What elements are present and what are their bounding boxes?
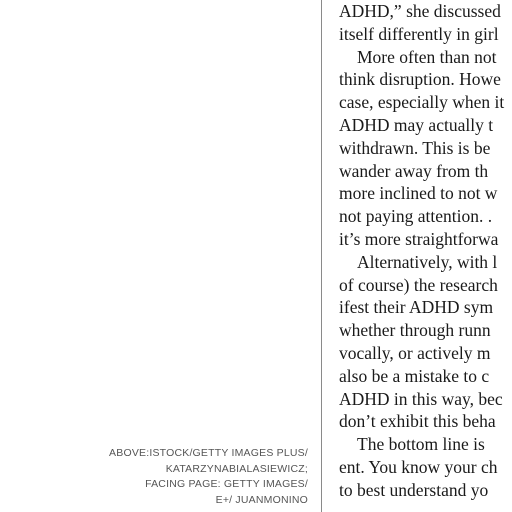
article-line: not paying attention. . <box>339 206 493 227</box>
article-line: also be a mistake to c <box>339 365 490 386</box>
article-line: of course) the research <box>339 274 498 295</box>
photo-credit-line: KATARZYNABIALASIEWICZ; <box>165 462 308 475</box>
article-line: itself differently in girl <box>339 23 499 44</box>
article-line: ADHD,” she discussed <box>339 1 501 21</box>
paragraph-start-line: The bottom line is <box>357 434 485 455</box>
article-line: ifest their ADHD sym <box>339 297 494 318</box>
article-line: don’t exhibit this beha <box>339 411 496 432</box>
article-line: more inclined to not w <box>339 183 498 204</box>
article-line: ADHD in this way, bec <box>339 388 503 409</box>
article-line: withdrawn. This is be <box>339 137 491 158</box>
article-line: to best understand yo <box>339 479 489 500</box>
article-line: vocally, or actively m <box>339 342 491 363</box>
photo-credit-line: E+/ JUANMONINO <box>215 493 308 506</box>
article-line: case, especially when it <box>339 92 505 113</box>
article-line: it’s more straightforwa <box>339 228 499 249</box>
column-divider <box>321 0 322 512</box>
article-line: ent. You know your ch <box>339 456 498 477</box>
paragraph-start-line: More often than not <box>357 46 497 67</box>
article-line: think disruption. Howe <box>339 69 501 90</box>
article-line: ADHD may actually t <box>339 114 494 135</box>
paragraph-start-line: Alternatively, with l <box>357 251 498 272</box>
photo-credit <box>60 446 308 508</box>
article-line: wander away from th <box>339 160 489 181</box>
photo-credit-line: ABOVE:ISTOCK/GETTY IMAGES PLUS/ <box>109 447 308 459</box>
article-body <box>339 0 512 502</box>
photo-credit-line: FACING PAGE: GETTY IMAGES/ <box>145 478 308 490</box>
article-line: whether through runn <box>339 320 491 341</box>
